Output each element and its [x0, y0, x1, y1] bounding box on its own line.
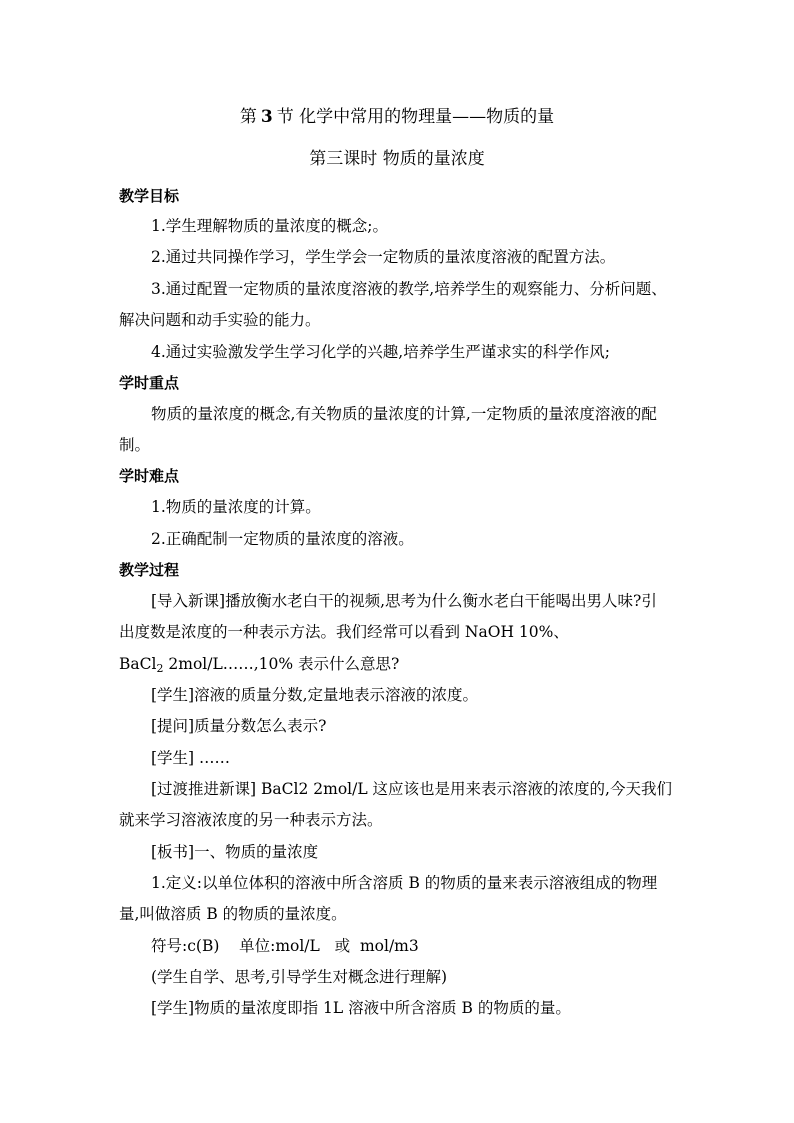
process-paragraph: 符号:c(B) 单位:mol/L 或 mol/m3: [151, 937, 419, 955]
process-paragraph: [学生]溶液的质量分数,定量地表示溶液的浓度。: [151, 686, 479, 704]
difficulties-heading: 学时难点: [119, 467, 180, 485]
goal-item: 2.通过共同操作学习，学生学会一定物质的量浓度溶液的配置方法。: [151, 248, 616, 266]
key-points-heading: 学时重点: [119, 374, 180, 392]
formula-subscript: 2: [156, 662, 164, 675]
process-paragraph: [过渡推进新课] BaCl2 2mol/L 这应该也是用来表示溶液的浓度的,今天我们: [151, 780, 672, 798]
process-paragraph: (学生自学、思考,引导学生对概念进行理解): [151, 968, 448, 986]
process-paragraph: [提问]质量分数怎么表示?: [151, 717, 327, 735]
key-points-text-continuation: 制。: [119, 436, 151, 454]
goal-item: 3.通过配置一定物质的量浓度溶液的教学,培养学生的观察能力、分析问题、: [151, 280, 667, 298]
process-paragraph-continuation: [119, 654, 399, 679]
goal-item: 4.通过实验激发学生学习化学的兴趣,培养学生严谨求实的科学作风;: [151, 343, 610, 361]
process-paragraph-continuation: 出度数是浓度的一种表示方法。我们经常可以看到 NaOH 10%、: [119, 623, 569, 641]
title-text: 节 化学中常用的物理量——物质的量: [276, 107, 555, 127]
goal-item-continuation: 解决问题和动手实验的能力。: [119, 311, 321, 329]
process-paragraph: 1.定义:以单位体积的溶液中所含溶质 B 的物质的量来表示溶液组成的物理: [151, 874, 658, 892]
goals-heading: 教学目标: [119, 187, 180, 205]
process-paragraph-continuation: 就来学习溶液浓度的另一种表示方法。: [119, 811, 383, 829]
process-paragraph: [学生]物质的量浓度即指 1L 溶液中所含溶质 B 的物质的量。: [151, 999, 571, 1017]
page-subtitle: 第三课时 物质的量浓度: [309, 149, 485, 169]
formula-rest: 2mol/L……,10% 表示什么意思?: [163, 655, 400, 673]
key-points-text: 物质的量浓度的概念,有关物质的量浓度的计算,一定物质的量浓度溶液的配: [151, 405, 657, 423]
page-title: [0, 106, 794, 128]
difficulty-item: 1.物质的量浓度的计算。: [151, 498, 321, 516]
process-heading: 教学过程: [119, 561, 180, 579]
process-paragraph: [板书]一、物质的量浓度: [151, 843, 319, 861]
process-paragraph: [导入新课]播放衡水老白干的视频,思考为什么衡水老白干能喝出男人味?引: [151, 592, 657, 610]
process-paragraph-continuation: 量,叫做溶质 B 的物质的量浓度。: [119, 905, 347, 923]
title-prefix: 第: [239, 107, 257, 127]
goal-item: 1.学生理解物质的量浓度的概念;。: [151, 217, 389, 235]
formula-bacl: BaCl: [119, 655, 157, 673]
difficulty-item: 2.正确配制一定物质的量浓度的溶液。: [151, 530, 414, 548]
process-paragraph: [学生] ……: [151, 749, 231, 767]
title-section-number: 3: [260, 107, 273, 127]
